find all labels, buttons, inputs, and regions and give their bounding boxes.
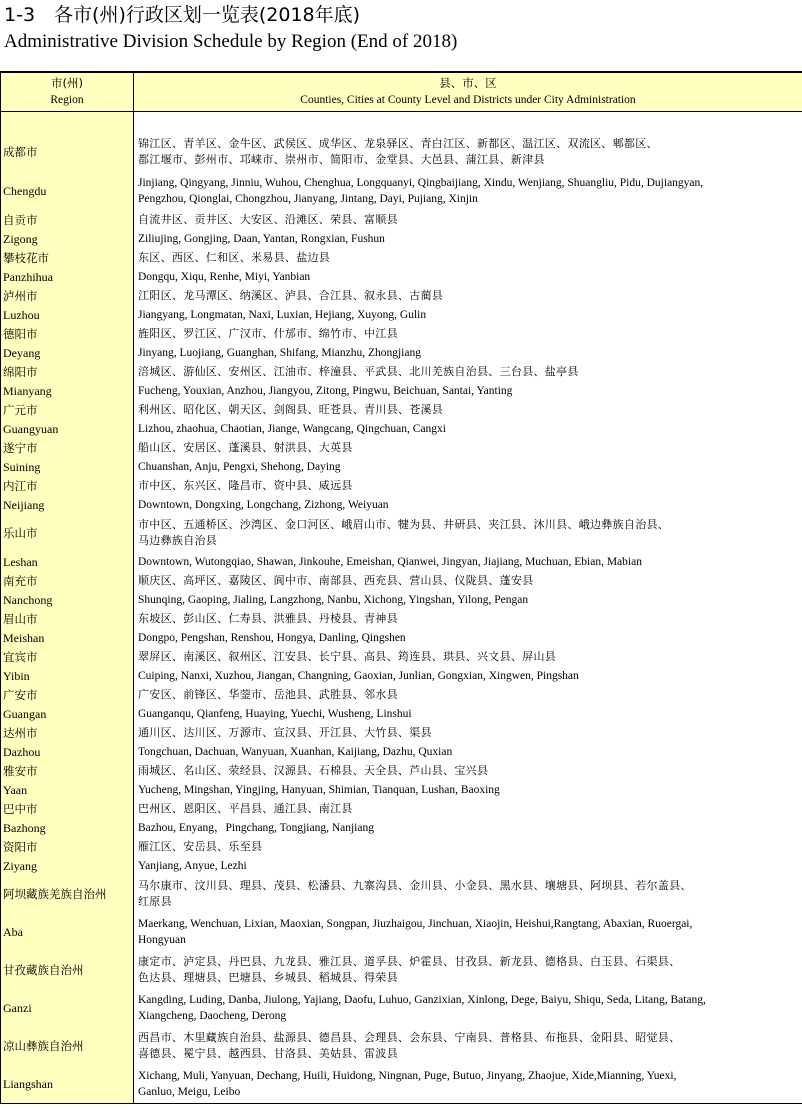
table-row <box>1 400 802 419</box>
table-row <box>1 476 802 495</box>
region-cell: Neijiang <box>1 495 134 514</box>
table-row <box>1 495 802 514</box>
region-cell: Suining <box>1 457 134 476</box>
table-row <box>1 305 802 324</box>
region-cell: Panzhihua <box>1 267 134 286</box>
region-cell: 雅安市 <box>1 761 134 780</box>
counties-cell: Jiangyang, Longmatan, Naxi, Luxian, Hejiang, Xuyong, Gulin <box>134 305 802 324</box>
table-row <box>1 685 802 704</box>
table-row <box>1 704 802 723</box>
counties-cell: Fucheng, Youxian, Anzhou, Jiangyou, Zitong, Pingwu, Beichuan, Santai, Yanting <box>134 381 802 400</box>
region-cell: 乐山市 <box>1 514 134 552</box>
counties-cell: Downtown, Dongxing, Longchang, Zizhong, Weiyuan <box>134 495 802 514</box>
counties-cell: Guanganqu, Qianfeng, Huaying, Yuechi, Wusheng, Linshui <box>134 704 802 723</box>
counties-cell: 自流井区、贡井区、大安区、沿滩区、荣县、富顺县 <box>134 210 802 229</box>
counties-cell: Lizhou, zhaohua, Chaotian, Jiange, Wangcang, Qingchuan, Cangxi <box>134 419 802 438</box>
table-row <box>1 1065 802 1103</box>
table-row <box>1 286 802 305</box>
region-cell: 广安市 <box>1 685 134 704</box>
table-row <box>1 438 802 457</box>
counties-cell: 顺庆区、高坪区、嘉陵区、阆中市、南部县、西充县、营山县、仪陇县、蓬安县 <box>134 571 802 590</box>
table-row <box>1 267 802 286</box>
region-cell: Ziyang <box>1 856 134 875</box>
region-cell: Mianyang <box>1 381 134 400</box>
counties-cell: 利州区、昭化区、朝天区、剑阁县、旺苍县、青川县、苍溪县 <box>134 400 802 419</box>
table-row <box>1 723 802 742</box>
region-cell: Leshan <box>1 552 134 571</box>
region-cell: Yaan <box>1 780 134 799</box>
region-cell: Yibin <box>1 666 134 685</box>
table-row <box>1 324 802 343</box>
region-cell: 资阳市 <box>1 837 134 856</box>
table-row <box>1 951 802 989</box>
table-row <box>1 590 802 609</box>
counties-cell: 东坡区、彭山区、仁寿县、洪雅县、丹棱县、青神县 <box>134 609 802 628</box>
table-row <box>1 552 802 571</box>
region-header-en: Region <box>50 94 84 106</box>
table-row <box>1 799 802 818</box>
table-row <box>1 628 802 647</box>
region-cell: 绵阳市 <box>1 362 134 381</box>
counties-cell: Chuanshan, Anju, Pengxi, Shehong, Daying <box>134 457 802 476</box>
counties-cell: Bazhou, Enyang，Pingchang, Tongjiang, Nanjiang <box>134 818 802 837</box>
counties-cell: 雨城区、名山区、荥经县、汉源县、石棉县、天全县、芦山县、宝兴县 <box>134 761 802 780</box>
region-cell: 宜宾市 <box>1 647 134 666</box>
table-row <box>1 666 802 685</box>
table-row <box>1 457 802 476</box>
region-cell: 泸州市 <box>1 286 134 305</box>
region-cell: Ganzi <box>1 989 134 1027</box>
table-row <box>1 913 802 951</box>
page-title-en: Administrative Division Schedule by Region (End of 2018) <box>4 31 458 52</box>
counties-cell: 市中区、五通桥区、沙湾区、金口河区、峨眉山市、犍为县、井研县、夹江县、沐川县、峨边彝族自治县、 马边彝族自治县 <box>134 514 802 552</box>
counties-cell: Dongpo, Pengshan, Renshou, Hongya, Danling, Qingshen <box>134 628 802 647</box>
counties-cell: 市中区、东兴区、隆昌市、资中县、威远县 <box>134 476 802 495</box>
table-row <box>1 780 802 799</box>
region-header-cn: 市(州) <box>51 76 83 90</box>
region-cell: Nanchong <box>1 590 134 609</box>
table-row <box>1 571 802 590</box>
region-cell: Chengdu <box>1 172 134 210</box>
counties-cell: Shunqing, Gaoping, Jialing, Langzhong, Nanbu, Xichong, Yingshan, Yilong, Pengan <box>134 590 802 609</box>
counties-cell: 旌阳区、罗江区、广汉市、什邡市、绵竹市、中江县 <box>134 324 802 343</box>
region-cell: 攀枝花市 <box>1 248 134 267</box>
region-cell: Meishan <box>1 628 134 647</box>
table-row <box>1 1027 802 1065</box>
counties-cell: Yucheng, Mingshan, Yingjing, Hanyuan, Shimian, Tianquan, Lushan, Baoxing <box>134 780 802 799</box>
table-row <box>1 761 802 780</box>
table-row <box>1 132 802 172</box>
table-row <box>1 856 802 875</box>
counties-cell: 巴州区、恩阳区、平昌县、通江县、南江县 <box>134 799 802 818</box>
counties-cell: 西昌市、木里藏族自治县、盐源县、德昌县、会理县、会东县、宁南县、普格县、布拖县、金阳县、昭觉县、 喜德县、冕宁县、越西县、甘洛县、美姑县、雷波县 <box>134 1027 802 1065</box>
counties-cell: Ziliujing, Gongjing, Daan, Yantan, Rongxian, Fushun <box>134 229 802 248</box>
counties-cell: 涪城区、游仙区、安州区、江油市、梓潼县、平武县、北川羌族自治县、三台县、盐亭县 <box>134 362 802 381</box>
table-row <box>1 875 802 913</box>
region-cell: 阿坝藏族羌族自治州 <box>1 875 134 913</box>
region-cell: 内江市 <box>1 476 134 495</box>
table-header-row <box>1 72 802 112</box>
division-table <box>0 71 802 1104</box>
counties-cell: 雁江区、安岳县、乐至县 <box>134 837 802 856</box>
table-row <box>1 989 802 1027</box>
counties-cell: Jinyang, Luojiang, Guanghan, Shifang, Mianzhu, Zhongjiang <box>134 343 802 362</box>
table-row <box>1 381 802 400</box>
region-cell: 南充市 <box>1 571 134 590</box>
table-row <box>1 818 802 837</box>
table-row <box>1 647 802 666</box>
counties-cell: Xichang, Muli, Yanyuan, Dechang, Huili, Huidong, Ningnan, Puge, Butuo, Jinyang, Zhaojue, Xide,Mianning, Yuexi, Ganluo, Meigu, Leibo <box>134 1065 802 1103</box>
region-cell: Liangshan <box>1 1065 134 1103</box>
region-cell: Guangyuan <box>1 419 134 438</box>
table-row <box>1 229 802 248</box>
table-body <box>1 112 802 1104</box>
region-cell: Aba <box>1 913 134 951</box>
region-cell: 自贡市 <box>1 210 134 229</box>
table-row <box>1 837 802 856</box>
region-cell: Deyang <box>1 343 134 362</box>
counties-cell: Yanjiang, Anyue, Lezhi <box>134 856 802 875</box>
counties-cell: 东区、西区、仁和区、米易县、盐边县 <box>134 248 802 267</box>
counties-cell: 通川区、达川区、万源市、宣汉县、开江县、大竹县、渠县 <box>134 723 802 742</box>
region-cell: Dazhou <box>1 742 134 761</box>
counties-cell: 锦江区、青羊区、金牛区、武侯区、成华区、龙泉驿区、青白江区、新都区、温江区、双流区、郫都区、 都江堰市、彭州市、邛崃市、崇州市、简阳市、金堂县、大邑县、蒲江县、新津县 <box>134 132 802 172</box>
region-cell: 德阳市 <box>1 324 134 343</box>
counties-cell: Maerkang, Wenchuan, Lixian, Maoxian, Songpan, Jiuzhaigou, Jinchuan, Xiaojin, Heishui,Rangtang, Abaxian, Ruoergai, Hongyuan <box>134 913 802 951</box>
region-column-header <box>1 72 134 112</box>
table-row <box>1 172 802 210</box>
region-cell: 成都市 <box>1 132 134 172</box>
table-row <box>1 419 802 438</box>
counties-cell: Downtown, Wutongqiao, Shawan, Jinkouhe, Emeishan, Qianwei, Jingyan, Jiajiang, Muchuan, Ebian, Mabian <box>134 552 802 571</box>
region-cell: 遂宁市 <box>1 438 134 457</box>
counties-cell: Tongchuan, Dachuan, Wanyuan, Xuanhan, Kaijiang, Dazhu, Quxian <box>134 742 802 761</box>
table-row <box>1 742 802 761</box>
region-cell: Bazhong <box>1 818 134 837</box>
region-cell: Guangan <box>1 704 134 723</box>
counties-cell: Dongqu, Xiqu, Renhe, Miyi, Yanbian <box>134 267 802 286</box>
counties-header-en: Counties, Cities at County Level and Districts under City Administration <box>300 94 636 106</box>
counties-cell: Kangding, Luding, Danba, Jiulong, Yajiang, Daofu, Luhuo, Ganzixian, Xinlong, Dege, Baiyu, Shiqu, Seda, Litang, Batang, Xiangcheng, Daocheng, Derong <box>134 989 802 1027</box>
table-row <box>1 609 802 628</box>
counties-header-cn: 县、市、区 <box>439 76 497 90</box>
counties-cell: 马尔康市、汶川县、理县、茂县、松潘县、九寨沟县、金川县、小金县、黑水县、壤塘县、阿坝县、若尔盖县、 红原县 <box>134 875 802 913</box>
region-cell: Luzhou <box>1 305 134 324</box>
page-title-cn: 1-3 各市(州)行政区划一览表(2018年底) <box>4 4 361 26</box>
region-cell: Zigong <box>1 229 134 248</box>
table-row <box>1 514 802 552</box>
region-cell: 达州市 <box>1 723 134 742</box>
region-cell: 甘孜藏族自治州 <box>1 951 134 989</box>
table-row <box>1 343 802 362</box>
counties-cell: 康定市、泸定县、丹巴县、九龙县、雅江县、道孚县、炉霍县、甘孜县、新龙县、德格县、白玉县、石渠县、 色达县、理塘县、巴塘县、乡城县、稻城县、得荣县 <box>134 951 802 989</box>
counties-cell: Cuiping, Nanxi, Xuzhou, Jiangan, Changning, Gaoxian, Junlian, Gongxian, Xingwen, Pingshan <box>134 666 802 685</box>
table-row <box>1 362 802 381</box>
counties-column-header <box>134 72 802 112</box>
counties-cell: 广安区、前锋区、华蓥市、岳池县、武胜县、邻水县 <box>134 685 802 704</box>
region-cell: 眉山市 <box>1 609 134 628</box>
region-cell: 广元市 <box>1 400 134 419</box>
counties-cell: Jinjiang, Qingyang, Jinniu, Wuhou, Chenghua, Longquanyi, Qingbaijiang, Xindu, Wenjiang, Shuangliu, Pidu, Dujiangyan, Pengzhou, Qionglai, Chongzhou, Jianyang, Jintang, Dayi, Pujiang, Xinjin <box>134 172 802 210</box>
counties-cell: 船山区、安居区、蓬溪县、射洪县、大英县 <box>134 438 802 457</box>
table-row <box>1 248 802 267</box>
table-row <box>1 210 802 229</box>
region-cell: 凉山彝族自治州 <box>1 1027 134 1065</box>
spacer-row <box>1 112 802 133</box>
counties-cell: 江阳区、龙马潭区、纳溪区、泸县、合江县、叙永县、古蔺县 <box>134 286 802 305</box>
region-cell: 巴中市 <box>1 799 134 818</box>
counties-cell: 翠屏区、南溪区、叙州区、江安县、长宁县、高县、筠连县、珙县、兴文县、屏山县 <box>134 647 802 666</box>
